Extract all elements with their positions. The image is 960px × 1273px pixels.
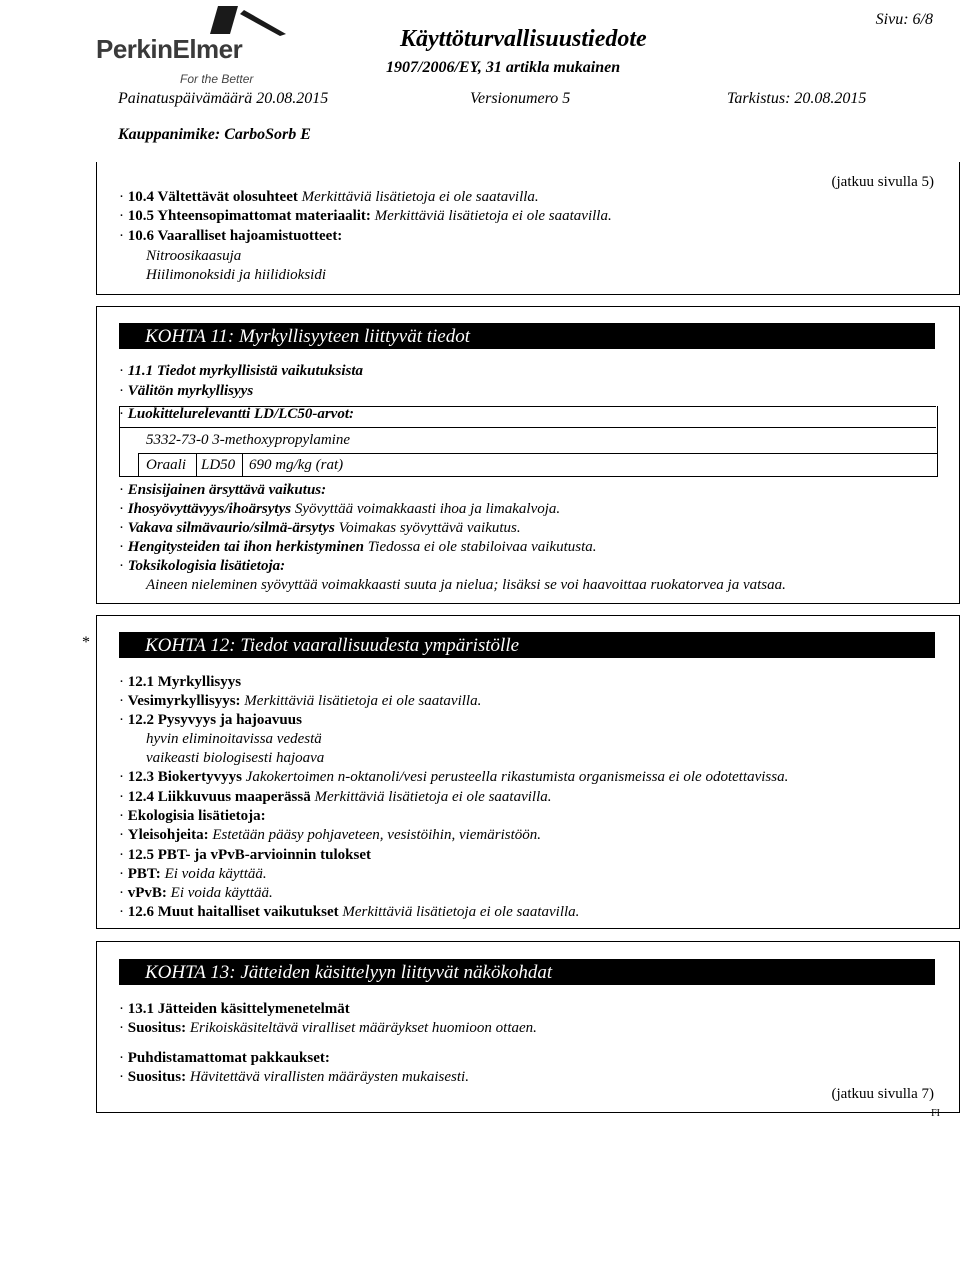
section-12-4: · 12.4 Liikkuvuus maaperässä Merkittäviä lisätietoja ei ole saatavilla.: [119, 789, 552, 805]
acute-toxicity-label: · Välitön myrkyllisyys: [119, 383, 254, 399]
persistence-line: hyvin eliminoitavissa vedestä: [146, 731, 322, 747]
ecological-info-label: · Ekologisia lisätietoja:: [119, 808, 266, 824]
sensitisation-line: · Hengitysteiden tai ihon herkistyminen Tiedossa ei ole stabiloivaa vaikutusta.: [119, 539, 597, 555]
aquatic-toxicity-line: · Vesimyrkyllisyys: Merkittäviä lisätietoja ei ole saatavilla.: [119, 693, 482, 709]
logo-brand-text: PerkinElmer: [96, 34, 243, 64]
table-divider: [119, 427, 936, 428]
logo-mark-icon: [200, 4, 290, 38]
section-10-4: · 10.4 Vältettävät olosuhteet Merkittäviä lisätietoja ei ole saatavilla.: [119, 189, 539, 205]
document-title: Käyttöturvallisuustiedote: [400, 26, 647, 52]
continued-from-note: (jatkuu sivulla 5): [831, 174, 934, 190]
print-date: Painatuspäivämäärä 20.08.2015: [118, 90, 329, 107]
degradability-line: vaikeasti biologisesti hajoava: [146, 750, 325, 766]
recommendation-line: · Suositus: Erikoiskäsiteltävä viralliset määräykset huomioon ottaen.: [119, 1020, 537, 1036]
revision-date: Tarkistus: 20.08.2015: [727, 90, 867, 107]
version-number: Versionumero 5: [470, 90, 571, 107]
section-12-2: · 12.2 Pysyvyys ja hajoavuus: [119, 712, 302, 728]
pbt-line: · PBT: Ei voida käyttää.: [119, 866, 267, 882]
value-cell: 690 mg/kg (rat): [249, 457, 344, 473]
section-12-3: · 12.3 Biokertyvyys Jakokertoimen n-oktanoli/vesi perusteella rikastumista organismeissa ei ole odotettavissa.: [119, 769, 789, 785]
section-10-6: · 10.6 Vaaralliset hajoamistuotteet:: [119, 228, 343, 244]
section-12-1: · 12.1 Myrkyllisyys: [119, 674, 242, 690]
toxicological-info-label: · Toksikologisia lisätietoja:: [119, 558, 286, 574]
route-cell: Oraali: [139, 454, 197, 476]
section-10-5: · 10.5 Yhteensopimattomat materiaalit: Merkittäviä lisätietoja ei ole saatavilla.: [119, 208, 612, 224]
uncleaned-packaging-label: · Puhdistamattomat pakkaukset:: [119, 1050, 330, 1066]
section-12-6: · 12.6 Muut haitalliset vaikutukset Merkittäviä lisätietoja ei ole saatavilla.: [119, 904, 580, 920]
type-cell: LD50: [197, 454, 243, 476]
page-number: Sivu: 6/8: [875, 11, 933, 28]
ld50-row: [138, 453, 937, 476]
perkinelmer-logo: [96, 4, 266, 86]
general-notes-line: · Yleisohjeita: Estetään pääsy pohjaveteen, vesistöihin, viemäristöön.: [119, 827, 542, 843]
ld-lc50-label: · Luokittelurelevantti LD/LC50-arvot:: [119, 406, 354, 422]
section-13-1: · 13.1 Jätteiden käsittelymenetelmät: [119, 1001, 350, 1017]
revision-marker: *: [82, 634, 90, 651]
section-12-5: · 12.5 PBT- ja vPvB-arvioinnin tulokset: [119, 847, 371, 863]
section-13-heading: KOHTA 13: Jätteiden käsittelyyn liittyvät näkökohdat: [119, 959, 935, 985]
continued-to-note: (jatkuu sivulla 7): [831, 1086, 934, 1102]
decomposition-product: Nitroosikaasuja: [146, 248, 242, 264]
substance-name: 5332-73-0 3-methoxypropylamine: [146, 432, 350, 448]
decomposition-product: Hiilimonoksidi ja hiilidioksidi: [146, 267, 326, 283]
toxicological-info-text: Aineen nieleminen syövyttää voimakkaasti suuta ja nielua; lisäksi se voi haavoittaa ruokatorvea ja vatsaa.: [146, 577, 786, 593]
language-code: FI: [931, 1108, 940, 1119]
section-11-1: · 11.1 Tiedot myrkyllisistä vaikutuksista: [119, 363, 364, 379]
vpvb-line: · vPvB: Ei voida käyttää.: [119, 885, 273, 901]
section-11-heading: KOHTA 11: Myrkyllisyyteen liittyvät tiedot: [119, 323, 935, 349]
logo-tagline: For the Better: [180, 72, 254, 86]
eye-damage-line: · Vakava silmävaurio/silmä-ärsytys Voimakas syövyttävä vaikutus.: [119, 520, 521, 536]
packaging-recommendation-line: · Suositus: Hävitettävä virallisten määräysten mukaisesti.: [119, 1069, 469, 1085]
regulation-subtitle: 1907/2006/EY, 31 artikla mukainen: [386, 59, 621, 76]
skin-corrosion-line: · Ihosyövyttävyys/ihoärsytys Syövyttää voimakkaasti ihoa ja limakalvoja.: [119, 501, 561, 517]
primary-irritant-label: · Ensisijainen ärsyttävä vaikutus:: [119, 482, 327, 498]
trade-name: Kauppanimike: CarboSorb E: [118, 126, 311, 143]
section-12-heading: KOHTA 12: Tiedot vaarallisuudesta ympäristölle: [119, 632, 935, 658]
